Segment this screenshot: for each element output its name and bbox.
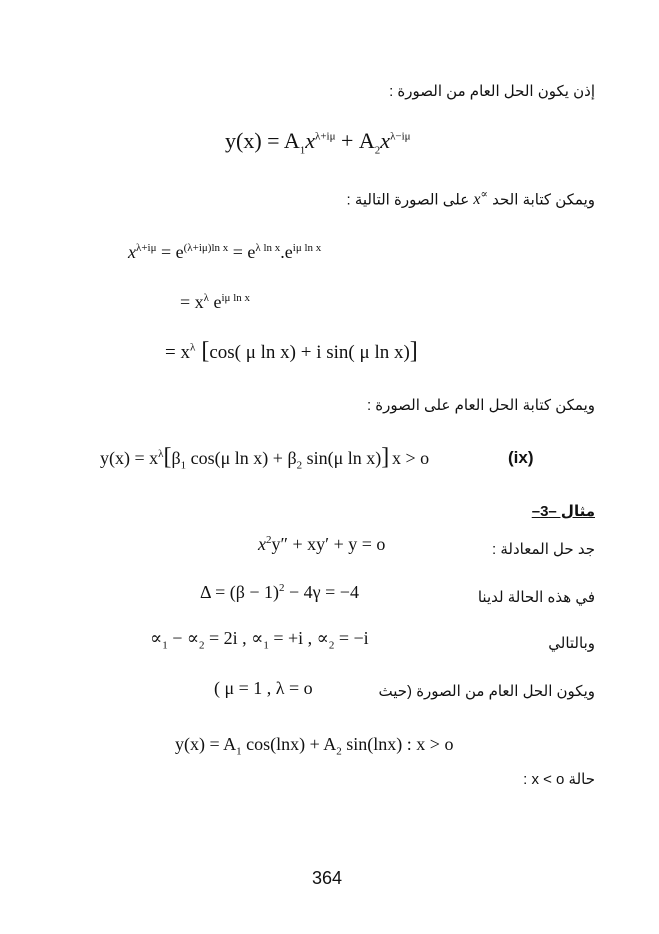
example-heading: مثال –3– <box>531 503 595 520</box>
eq8-m1: − ∝ <box>167 628 200 648</box>
eq5-open: [ <box>163 444 172 470</box>
eq5-pre: y(x) = x <box>100 448 159 468</box>
eq8-a1: ∝ <box>150 628 163 648</box>
eq5-label: (ix) <box>508 448 534 467</box>
eq5-sub1: 1 <box>180 459 187 472</box>
eq6-rest: y″ + xy′ + y = o <box>271 534 386 554</box>
equation-example <box>258 534 385 555</box>
eq3-pre: = x <box>180 292 204 312</box>
eq1-lhs: y(x) = A <box>225 128 300 153</box>
equation-exponential-form <box>128 242 321 263</box>
eq7-sup: 2 <box>279 582 285 594</box>
eq5-mid: cos(μ ln x) + β <box>186 448 297 468</box>
eq5-post: sin(μ ln x) <box>302 448 382 468</box>
eq2-exp2: λ ln x <box>255 242 281 254</box>
eq4-close: ] <box>409 338 418 364</box>
eq3-exp2: iμ ln x <box>221 292 251 304</box>
eq7-pre: Δ = (β − 1) <box>200 582 280 602</box>
eq4-open: [ <box>195 338 210 364</box>
eq8-m3: = +i , ∝ <box>268 628 329 648</box>
write-term-text <box>347 188 595 209</box>
write-term-exp: ∝ <box>480 189 488 201</box>
eq1-sub2: 2 <box>374 144 381 157</box>
equation-parameters: ( μ = 1 , λ = o <box>214 678 313 698</box>
equation-general-solution <box>225 128 411 156</box>
eq7-post: − 4γ = −4 <box>284 582 359 602</box>
eq5-sub2: 2 <box>296 459 303 472</box>
write-term-post: على الصورة التالية : <box>346 191 470 209</box>
page-number: 364 <box>312 868 343 888</box>
eq2-exp3: iμ ln x <box>292 242 322 254</box>
eq2-exp1: (λ+iμ)ln x <box>183 242 229 254</box>
equation-roots <box>150 628 369 652</box>
eq6-x: x <box>258 534 266 554</box>
eq4-body: cos( μ ln x) + i sin( μ ln x) <box>209 342 410 363</box>
eq2-dot: .e <box>280 242 293 262</box>
eq8-s1: 1 <box>162 639 168 652</box>
eq8-m4: = −i <box>334 628 369 648</box>
eq6-sup: 2 <box>266 534 272 546</box>
eq2-exp0: λ+iμ <box>136 242 157 254</box>
intro-general-text: إذن يكون الحل العام من الصورة : <box>389 83 595 100</box>
eq1-exp2: λ−iμ <box>390 130 411 143</box>
eq10-s1: 1 <box>236 745 242 758</box>
eq1-exp1: λ+iμ <box>315 130 336 143</box>
eq10-pre: y(x) = A <box>175 734 237 754</box>
case-label: حالة x < o : <box>523 771 595 788</box>
equation-step-2 <box>180 292 250 313</box>
eq1-sub1: 1 <box>299 144 306 157</box>
eq3-mid: e <box>209 292 222 312</box>
eq8-m2: = 2i , ∝ <box>204 628 264 648</box>
eq5-beta1: β <box>171 448 181 468</box>
eq3-exp1: λ <box>203 292 209 304</box>
eq1-plus: + A <box>335 128 375 153</box>
eq10-mid: cos(lnx) + A <box>241 734 337 754</box>
eq2-eq2: = e <box>228 242 256 262</box>
eq4-pre: = x <box>165 342 190 363</box>
eq8-s3: 1 <box>263 639 269 652</box>
this-case-text: في هذه الحالة لدينا <box>477 589 595 606</box>
eq8-s2: 2 <box>199 639 205 652</box>
eq5-condition: x > o <box>392 448 430 468</box>
eq10-s2: 2 <box>336 745 342 758</box>
write-term-pre: ويمكن كتابة الحد <box>492 191 595 209</box>
eq10-post: sin(lnx) : x > o <box>341 734 454 754</box>
solve-equation-text: جد حل المعادلة : <box>492 541 595 558</box>
therefore-text: وبالتالي <box>548 635 595 652</box>
write-general-text: ويمكن كتابة الحل العام على الصورة : <box>366 397 595 414</box>
eq5-exp1: λ <box>158 448 164 460</box>
eq4-exp1: λ <box>189 341 196 354</box>
eq2-eq1: = e <box>156 242 184 262</box>
equation-step-3 <box>165 338 418 365</box>
eq8-s4: 2 <box>328 639 335 652</box>
equation-final-solution <box>175 734 453 758</box>
write-term-math <box>473 191 488 208</box>
write-term-var: x <box>473 191 481 209</box>
eq2-x: x <box>128 242 136 262</box>
general-form-text: ويكون الحل العام من الصورة (حيث <box>378 683 595 700</box>
eq5-close: ] <box>381 444 390 470</box>
equation-discriminant <box>200 582 359 603</box>
eq1-x1: x <box>305 128 315 153</box>
eq1-x2: x <box>380 128 391 153</box>
equation-general-trig <box>100 444 389 472</box>
